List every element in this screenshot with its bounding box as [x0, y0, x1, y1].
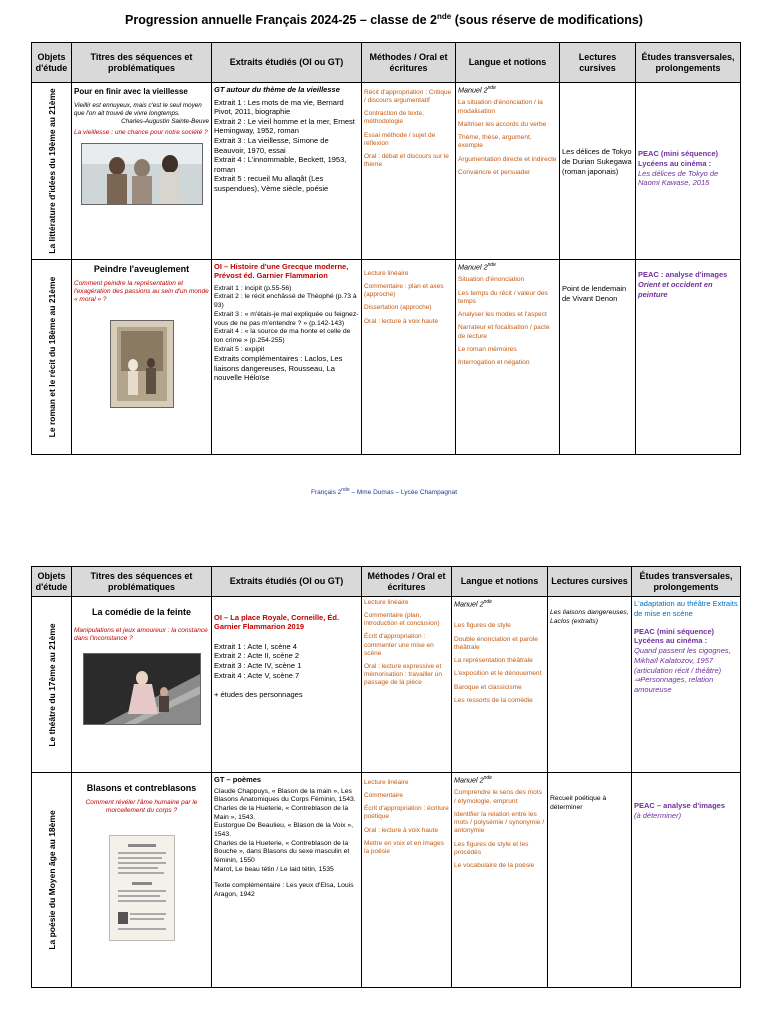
- extraits-cell: [212, 597, 362, 773]
- langue-cell: [456, 83, 560, 260]
- objet-cell: Le roman et le récit du 18ème au 21ème: [32, 260, 72, 455]
- extrait-item: Extrait 2 : le récit enchâssé de Théophé (p.73 à 93): [214, 293, 357, 310]
- langue-item: Les temps du récit / valeur des temps: [458, 289, 548, 305]
- methode-item: Essai méthode / sujet de réflexion: [364, 131, 436, 147]
- header-etudes: Études transversales, prolongements: [632, 567, 741, 597]
- header-etudes: Études transversales, prolongements: [636, 43, 741, 83]
- extraits-heading: OI – Histoire d'une Grecque moderne, Prévost éd. Garnier Flammarion: [214, 262, 349, 281]
- lectures-cell: [548, 773, 632, 988]
- problematique: La vieillesse : une chance pour notre société ?: [74, 128, 208, 136]
- extrait-item: Extrait 2 : Le vieil homme et la mer, Ernest Hemingway, 1952, roman: [214, 116, 355, 136]
- etude-item: Quand passent les cigognes, Mikhaïl Kalatozov, 1957 (articulation récit / théâtre): [634, 646, 731, 675]
- header-langue: Langue et notions: [452, 567, 548, 597]
- table-row: [32, 260, 741, 455]
- extrait-item: Extrait 4 : « la source de ma honte et celle de ton crime » (p.254-255): [214, 328, 351, 344]
- methodes-cell: [362, 83, 456, 260]
- problematique: Comment peindre la représentation et l'exagération des passions au sein d'un monde « moral » ?: [74, 280, 209, 304]
- film-still-image: [81, 143, 203, 205]
- langue-item: Analyser les modes et l'aspect: [458, 311, 547, 319]
- engraving-image: [110, 320, 174, 408]
- extrait-item: Extrait 3 : Acte IV, scène 1: [214, 660, 302, 670]
- extrait-item: Extrait 4 : L'innommable, Beckett, 1953, roman: [214, 155, 347, 174]
- theatre-photo-image: [83, 653, 201, 725]
- etude-item: L'adaptation au théâtre Extraits de mise en scène: [634, 599, 738, 618]
- methode-item: Oral : débat et discours sur le thème: [364, 152, 449, 168]
- sequence-cell: [72, 597, 212, 773]
- table-header-row: [32, 43, 741, 83]
- methode-item: Oral : lecture à voix haute: [364, 317, 439, 325]
- extraits-heading: GT – poèmes: [214, 775, 262, 784]
- extrait-item: + études des personnages: [214, 690, 303, 700]
- header-titres: Titres des séquences et problématiques: [72, 567, 212, 597]
- table-header-row: [32, 567, 741, 597]
- extrait-item: Extrait 3 : « m'étais-je mal expliquée ou feignez-vous de ne pas m'entendre ? » (p.142-143): [214, 310, 359, 327]
- sequence-title: La comédie de la feinte: [91, 607, 192, 617]
- sequence-title: Blasons et contreblasons: [86, 783, 197, 793]
- book-page-image: [109, 835, 175, 941]
- manuel-label: Manuel 2nde: [454, 775, 492, 785]
- langue-item: Double énonciation et parole théâtrale: [454, 635, 538, 651]
- sequence-title: Pour en finir avec la vieillesse: [74, 87, 188, 96]
- methodes-cell: [362, 773, 452, 988]
- sequence-cell: [72, 773, 212, 988]
- langue-item: Identifier la relation entre les mots / polysémie / synonymie / antonymie: [454, 810, 545, 835]
- langue-item: Les ressorts de la comédie: [454, 696, 533, 704]
- methode-item: Dissertation (approche): [364, 304, 432, 312]
- methode-item: Écrit d'appropriation : commenter une mise en scène: [364, 633, 434, 657]
- extrait-item: Texte complémentaire : Les yeux d'Elsa, Louis Aragon, 1942: [214, 882, 354, 899]
- etude-item: PEAC : analyse d'images: [638, 270, 728, 279]
- langue-item: Baroque et classicisme: [454, 683, 522, 691]
- table-row: [32, 773, 741, 988]
- methode-item: Lecture linéaire: [364, 270, 409, 277]
- langue-item: Le roman mémoires: [458, 345, 517, 353]
- etudes-cell: [632, 597, 741, 773]
- extrait-item: Charles de la Hueterie, « Contreblason de la Main », 1543.: [214, 804, 349, 821]
- langue-item: Situation d'énonciation: [458, 276, 525, 284]
- extrait-item: Extrait 5 : recueil Mu allaqât (Les suspendues), Vème siècle, poésie: [214, 174, 329, 193]
- langue-item: Narrateur et focalisation / pacte de lecture: [458, 324, 550, 340]
- header-methodes: Méthodes / Oral et écritures: [362, 43, 456, 83]
- methode-item: Commentaire : plan et axes (approche): [364, 283, 444, 299]
- etude-item: PEAC (mini séquence): [638, 149, 719, 158]
- lectures-cell: [560, 83, 636, 260]
- extrait-item: Extrait 2 : Acte II, scène 2: [214, 651, 300, 661]
- etude-item: PEAC – analyse d'images: [634, 801, 725, 810]
- table-row: [32, 597, 741, 773]
- langue-item: Comprendre le sens des mots / étymologie, emprunt: [454, 789, 542, 805]
- langue-item: La représentation théâtrale: [454, 657, 533, 665]
- etudes-cell: [636, 83, 741, 260]
- methode-item: Commentaire (plan, introduction et conclusion): [364, 612, 440, 628]
- header-objets: Objets d'étude: [32, 567, 72, 597]
- manuel-label: Manuel 2nde: [458, 85, 496, 95]
- langue-item: Interrogation et négation: [458, 359, 530, 367]
- lecture-cursive: Recueil poétique à déterminer: [550, 795, 607, 811]
- objet-cell: Le théâtre du 17ème au 21ème: [32, 597, 72, 773]
- etudes-cell: [636, 260, 741, 455]
- langue-item: Les figures de style: [454, 622, 511, 630]
- etude-item: PEAC (mini séquence): [634, 626, 715, 636]
- etude-item: (à déterminer): [634, 810, 682, 820]
- extrait-item: Charles de la Hueterie, « Contreblason de la Bouche », dans Blasons du sexe masculin et féminin, 1550: [214, 839, 350, 865]
- methode-item: Mettre en voix et en images la poésie: [364, 839, 444, 855]
- sequence-quote: Vieillir est ennuyeux, mais c'est le seul moyen que l'on ait trouvé de vivre longtemps.: [74, 102, 202, 117]
- etude-item: Orient et occident en peinture: [638, 279, 713, 299]
- etude-item: Les délices de Tokyo de Naomi Kawase, 2015: [638, 168, 719, 188]
- table-row: [32, 83, 741, 260]
- extrait-item: Extrait 1 : Acte I, scène 4: [214, 641, 297, 651]
- problematique: Comment révéler l'âme humaine par le morcellement du corps ?: [85, 799, 198, 815]
- sequence-title: Peindre l'aveuglement: [93, 264, 190, 274]
- header-objets: Objets d'étude: [32, 43, 72, 83]
- lectures-cell: [548, 597, 632, 773]
- page-footer: Français 2nde – Mme Dumas – Lycée Champagnat: [310, 487, 458, 497]
- progression-table-2: [31, 566, 741, 988]
- methodes-cell: [362, 260, 456, 455]
- langue-cell: [456, 260, 560, 455]
- extrait-item: Extrait 1 : incipit (p.55-56): [214, 284, 292, 292]
- sequence-cell: [72, 83, 212, 260]
- lectures-cell: [560, 260, 636, 455]
- methode-item: Lecture linéaire: [364, 599, 409, 606]
- manuel-label: Manuel 2nde: [454, 599, 492, 609]
- methode-item: Oral : lecture expressive et mémorisation : travailler un passage de la pièce: [364, 662, 443, 686]
- extrait-item: Extrait 1 : Les mots de ma vie, Bernard Pivot, 2011, biographie: [214, 97, 344, 117]
- problematique: Manipulations et jeux amoureux : la constance dans l'inconstance ?: [74, 627, 208, 643]
- langue-item: Thème, thèse, argument, exemple: [458, 134, 532, 150]
- extraits-cell: [212, 260, 362, 455]
- lecture-cursive: Les délices de Tokyo de Durian Sukegawa (roman japonais): [562, 147, 632, 176]
- extrait-item: Extraits complémentaires : Laclos, Les liaisons dangereuses, Rousseau, La nouvelle Héloïse: [214, 354, 343, 383]
- langue-item: Les figures de style et les procédés: [454, 840, 529, 856]
- extrait-item: Extrait 5 : expipit: [214, 345, 265, 353]
- extraits-cell: [212, 773, 362, 988]
- header-extraits: Extraits étudiés (OI ou GT): [212, 567, 362, 597]
- methode-item: Écrit d'appropriation : écriture poétique: [364, 805, 449, 821]
- etudes-cell: [632, 773, 741, 988]
- etude-item: ⇒Personnages, relation amoureuse: [634, 675, 714, 694]
- extrait-item: Extrait 4 : Acte V, scène 7: [214, 670, 300, 680]
- objet-cell: La poésie du Moyen âge au 18ème: [32, 773, 72, 988]
- header-methodes: Méthodes / Oral et écritures: [362, 567, 452, 597]
- etude-item: Lycéens au cinéma :: [638, 158, 712, 168]
- methodes-cell: [362, 597, 452, 773]
- progression-table-1: [31, 42, 741, 455]
- extrait-item: Marot, Le beau tétin / Le laid tétin, 1535: [214, 865, 334, 873]
- extrait-item: Eustorgue De Beaulieu, « Blason de la Voix », 1543.: [214, 822, 354, 839]
- langue-item: Maîtriser les accords du verbe: [458, 120, 547, 128]
- etude-item: Lycéens au cinéma :: [634, 636, 708, 646]
- document-title: Progression annuelle Français 2024-25 – classe de 2nde (sous réserve de modifications): [125, 12, 643, 28]
- extraits-heading: GT autour du thème de la vieillesse: [214, 85, 340, 94]
- langue-item: L'exposition et le dénouement: [454, 670, 542, 678]
- extraits-heading: OI – La place Royale, Corneille, Éd. Garnier Flammarion 2019: [214, 613, 340, 632]
- langue-item: Argumentation directe et indirecte: [458, 155, 557, 163]
- methode-item: Oral : lecture à voix haute: [364, 826, 439, 834]
- header-lectures: Lectures cursives: [548, 567, 632, 597]
- extrait-item: Extrait 3 : La vieillesse, Simone de Beauvoir, 1970, essai: [214, 135, 329, 155]
- header-titres: Titres des séquences et problématiques: [72, 43, 212, 83]
- langue-item: La situation d'énonciation / la modalisation: [458, 99, 543, 115]
- langue-cell: [452, 597, 548, 773]
- methode-item: Contraction de texte, méthodologie: [364, 110, 424, 126]
- langue-item: Le vocabulaire de la poésie: [454, 862, 535, 870]
- lecture-cursive: Point de lendemain de Vivant Denon: [562, 284, 627, 303]
- objet-cell: La littérature d'idées du 19ème au 21ème: [32, 83, 72, 260]
- header-lectures: Lectures cursives: [560, 43, 636, 83]
- langue-item: Convaincre et persuader: [458, 168, 531, 176]
- lecture-cursive: Les liaisons dangereuses, Laclos (extraits): [550, 609, 629, 625]
- manuel-label: Manuel 2nde: [458, 262, 496, 272]
- header-langue: Langue et notions: [456, 43, 560, 83]
- methode-item: Commentaire: [364, 792, 404, 800]
- header-extraits: Extraits étudiés (OI ou GT): [212, 43, 362, 83]
- methode-item: Récit d'appropriation : Critique / discours argumentatif: [364, 89, 452, 105]
- quote-author: Charles-Augustin Sainte-Beuve: [121, 117, 209, 125]
- sequence-cell: [72, 260, 212, 455]
- extrait-item: Claude Chappuys, « Blason de la main », Les Blasons Anatomiques du Corps Féminin, 1543.: [214, 787, 356, 804]
- methode-item: Lecture linéaire: [364, 779, 409, 786]
- extraits-cell: [212, 83, 362, 260]
- langue-cell: [452, 773, 548, 988]
